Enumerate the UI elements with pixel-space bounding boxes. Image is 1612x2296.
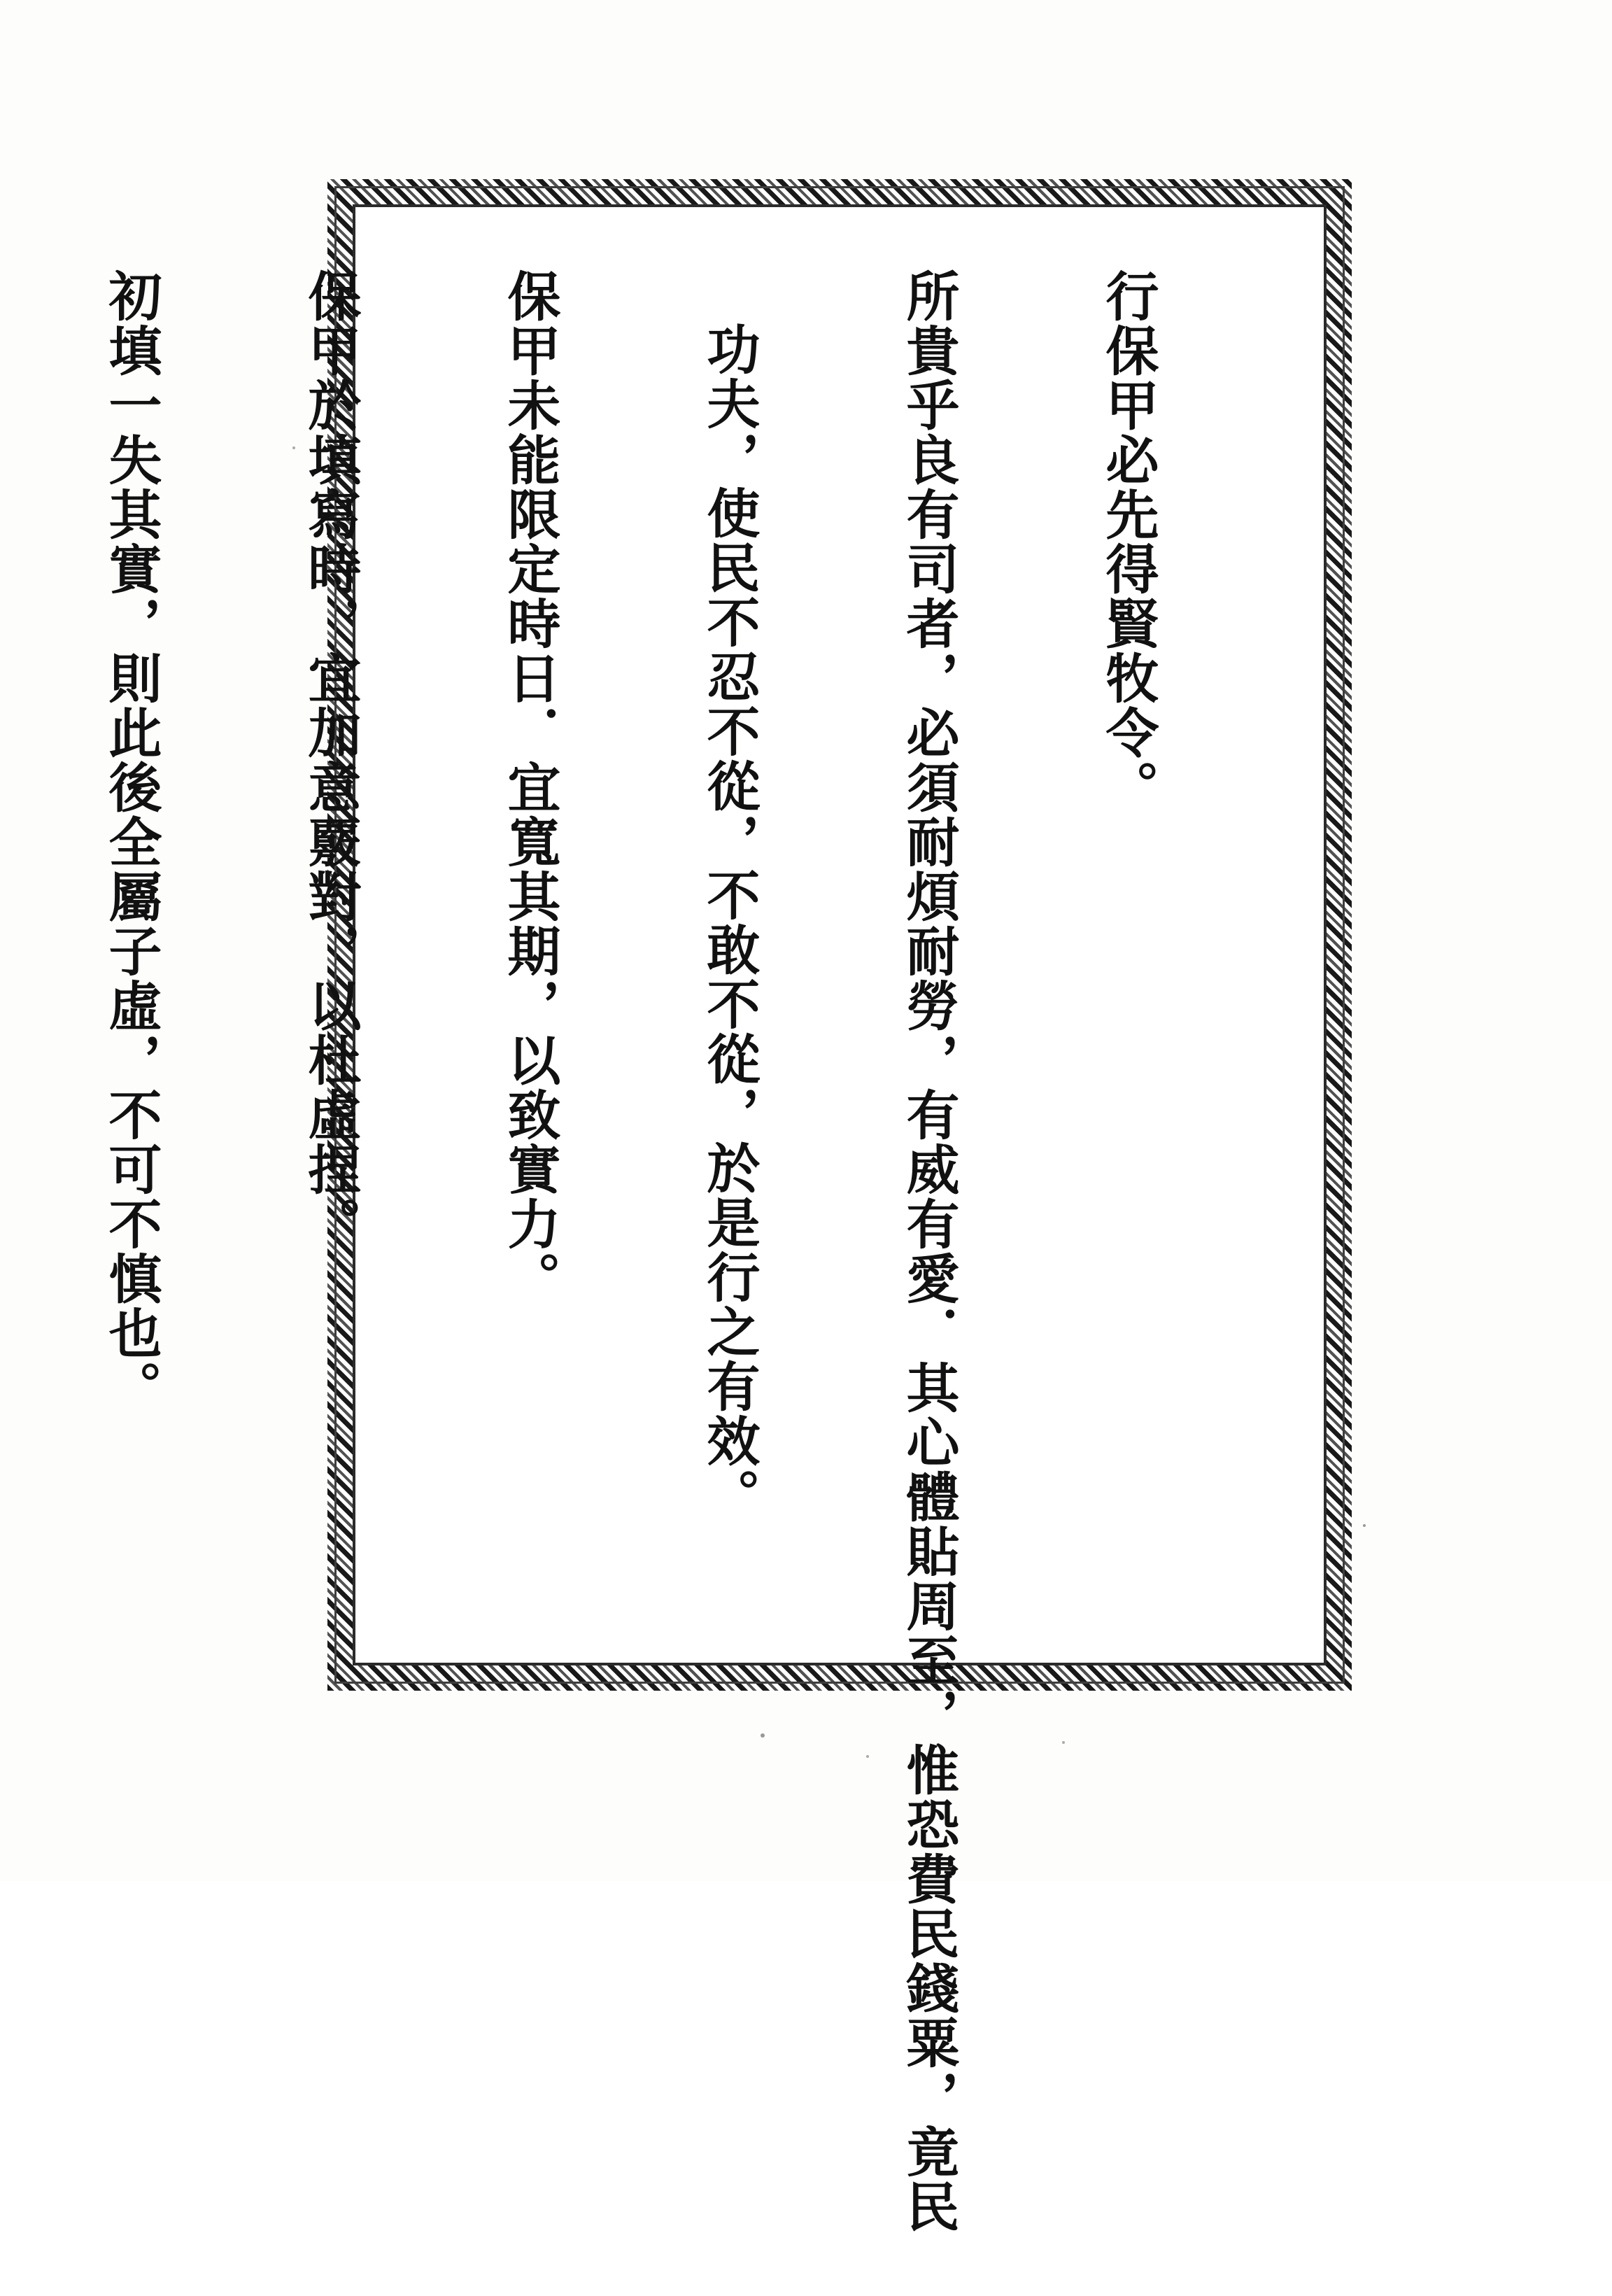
- text-line: 功夫，使民不忍不從，不敢不從，於是行之有效。: [698, 322, 761, 1523]
- text-line: 所貴乎良有司者，必須耐煩耐勞，有威有愛．其心體貼周至，惟恐費民錢粟，竟民: [898, 269, 960, 2234]
- text-panel: [100, 207, 1324, 2234]
- vertical-text-block: [100, 269, 1294, 2234]
- text-line: 保甲未能限定時日．宜寬其期，以致實力。: [499, 269, 561, 1306]
- decorative-rope-border: [100, 179, 1352, 2234]
- text-line: 行保甲必先得賢牧令。: [1097, 269, 1159, 815]
- text-line: 保甲於填寫時，宜加意覈對，以杜虛捏。: [299, 269, 362, 1251]
- text-line: 初填一失其實，則此後全屬子虛，不可不慎也。: [100, 269, 162, 1415]
